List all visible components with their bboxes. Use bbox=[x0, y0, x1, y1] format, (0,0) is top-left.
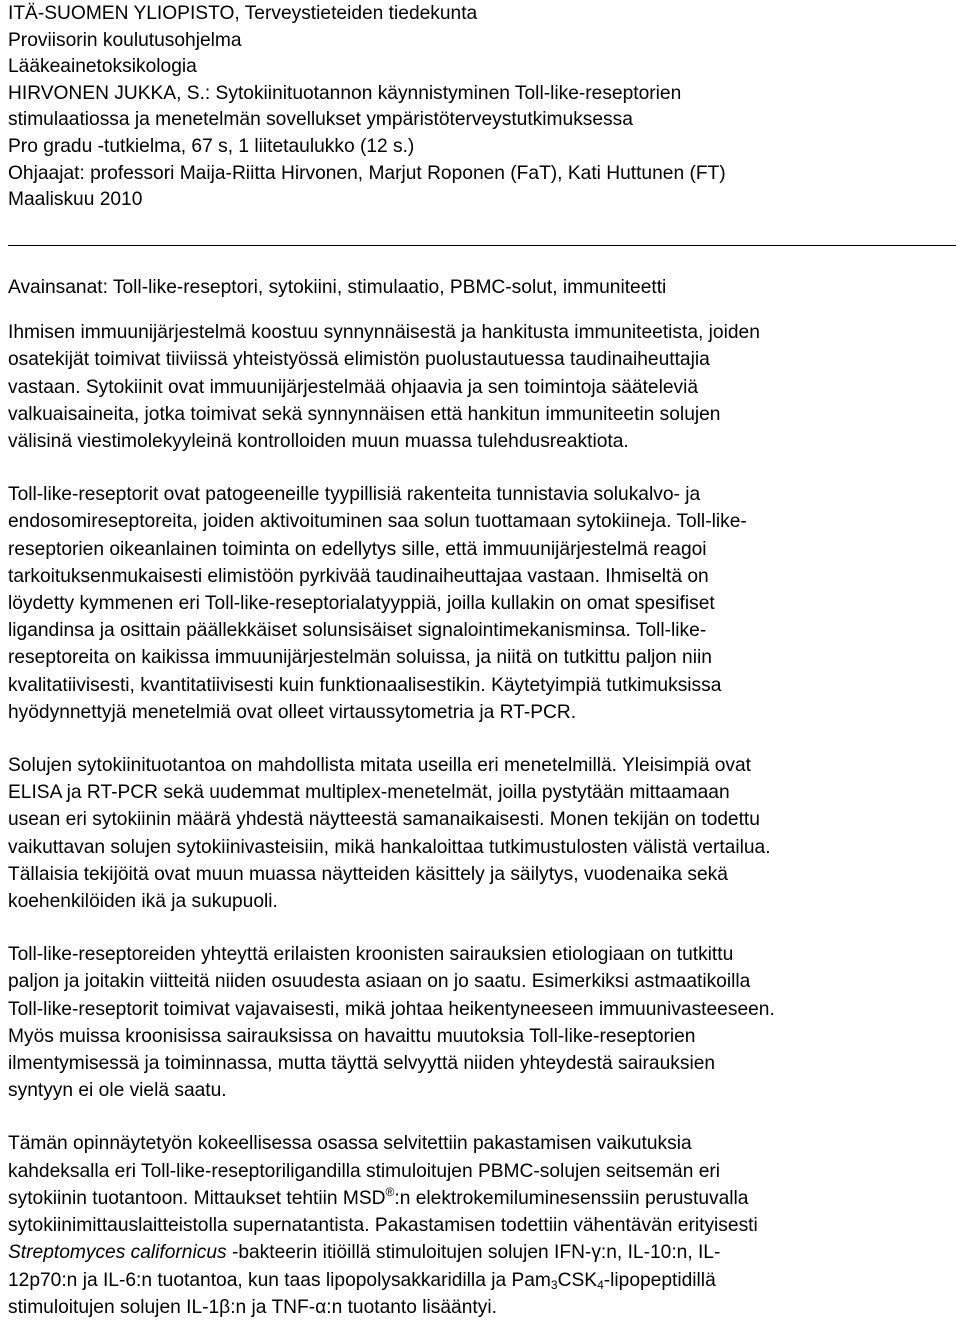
abstract-body bbox=[8, 274, 956, 1321]
keywords: Avainsanat: Toll-like-reseptori, sytokiini, stimulaatio, PBMC-solut, immuniteetti bbox=[8, 277, 667, 298]
species-name: Streptomyces californicus bbox=[8, 1242, 227, 1264]
date: Maaliskuu 2010 bbox=[8, 189, 143, 211]
paragraph-5-part-b: :n elektrokemiluminesenssiin perustuvalla sytokiinimittauslaitteistolla supernatantista. Pakastamisen todettiin vähentävän erityisesti bbox=[8, 1187, 758, 1237]
thesis-info: Pro gradu -tutkielma, 67 s, 1 liitetaulukko (12 s.) bbox=[8, 135, 415, 157]
subscript-4: 4 bbox=[597, 1277, 604, 1292]
paragraph-4: Toll-like-reseptoreiden yhteyttä erilaisten kroonisten sairauksien etiologiaan on tutkittu paljon ja joitakin viitteitä niiden osuudesta asiaan on jo saatu. Esimerkiksi astmaatikoilla Toll-like-reseptorit toimivat vajavaisesti, mikä johtaa heikentyneeseen immuunivasteeseen. Myös muissa kroonisissa sairauksissa on havaittu muutoksia Toll-like-reseptorien ilmentymisessä ja toiminnassa, mutta täyttä selvyyttä niiden yhteydestä sairauksien syntyyn ei ole vielä saatu. bbox=[8, 944, 775, 1102]
author-title-line-2: stimulaatiossa ja menetelmän sovellukset ympäristöterveystutkimuksessa bbox=[8, 109, 633, 131]
subscript-3: 3 bbox=[550, 1277, 558, 1292]
paragraph-5-part-c: -bakteerin itiöillä stimuloitujen solujen IFN-γ:n, IL-10:n, IL- 12p70:n ja IL-6:n tuotantoa, kun taas lipopolysakkaridilla ja Pam bbox=[8, 1242, 721, 1291]
registered-mark: ® bbox=[385, 1184, 395, 1199]
university-faculty: ITÄ-SUOMEN YLIOPISTO, Terveystieteiden tiedekunta bbox=[8, 3, 478, 24]
paragraph-1: Ihmisen immuunijärjestelmä koostuu synnynnäisestä ja hankitusta immuniteetista, joiden osatekijät toimivat tiiviissä yhteistyössä elimistön puolustautuessa taudinaiheuttajia vastaan. Sytokiinit ovat immuunijärjestelmää ohjaavia ja sen toimintoja sääteleviä valkuaisaineita, jotka toimivat sekä synnynnäisen että hankitun immuniteetin solujen välisinä viestimolekyyleinä kontrolloiden muun muassa tulehdusreaktiota. bbox=[8, 322, 760, 453]
author-title-line-1: HIRVONEN JUKKA, S.: Sytokiinituotannon käynnistyminen Toll-like-reseptorien bbox=[8, 82, 682, 104]
supervisors: Ohjaajat: professori Maija-Riitta Hirvonen, Marjut Roponen (FaT), Kati Huttunen (FT) bbox=[8, 162, 726, 184]
paragraph-3: Solujen sytokiinituotantoa on mahdollista mitata useilla eri menetelmillä. Yleisimpiä ovat ELISA ja RT-PCR sekä uudemmat multiplex-menetelmät, joilla pystytään mittaamaan usean eri sytokiinin määrä yhdestä näytteestä samanaikaisesti. Monen tekijän on todettu vaikuttavan solujen sytokiinivasteisiin, mikä hankaloittaa tutkimustulosten välistä vertailua. Tällaisia tekijöitä ovat muun muassa näytteiden käsittely ja säilytys, vuodenaika sekä koehenkilöiden ikä ja sukupuoli. bbox=[8, 755, 771, 913]
subject: Lääkeainetoksikologia bbox=[8, 56, 197, 78]
csk-text: CSK bbox=[557, 1269, 598, 1291]
degree-programme: Proviisorin koulutusohjelma bbox=[8, 29, 242, 51]
paragraph-5 bbox=[8, 1130, 956, 1320]
paragraph-2: Toll-like-reseptorit ovat patogeeneille tyypillisiä rakenteita tunnistavia solukalvo- ja endosomireseptoreita, joiden aktivoituminen saa solun tuottamaan sytokiineja. Toll-like- reseptorien oikeanlainen toiminta on edellytys sille, että immuunijärjestelmä reagoi tarkoituksenmukaisesti elimistöön pyrkivää taudinaiheuttajaa vastaan. Ihmiseltä on löydetty kymmenen eri Toll-like-reseptorialatyyppiä, joilla kullakin on omat spesifiset ligandinsa ja osittain päällekkäiset solunsisäiset signalointimekanisminsa. Toll-like- reseptoreita on kaikissa immuunijärjestelmän soluissa, ja niitä on tutkittu paljon niin kvalitatiivisesti, kvantitatiivisesti kuin funktionaalisestikin. Käytetyimpiä tutkimuksissa hyödynnettyjä menetelmiä ovat olleet virtaussytometria ja RT-PCR. bbox=[8, 484, 747, 723]
paragraph-5-part-a: Tämän opinnäytetyön kokeellisessa osassa selvitettiin pakastamisen vaikutuksia kahdeksalla eri Toll-like-reseptoriligandilla stimuloitujen PBMC-solujen seitsemän eri sytokiinin tuotantoon. Mittaukset tehtiin MSD bbox=[8, 1133, 721, 1209]
document-header bbox=[8, 1, 953, 214]
header-divider bbox=[8, 245, 956, 246]
paragraph-5-part-d: -lipopeptidillä stimuloitujen solujen IL-1β:n ja TNF-α:n tuotanto lisääntyi. bbox=[8, 1269, 716, 1318]
